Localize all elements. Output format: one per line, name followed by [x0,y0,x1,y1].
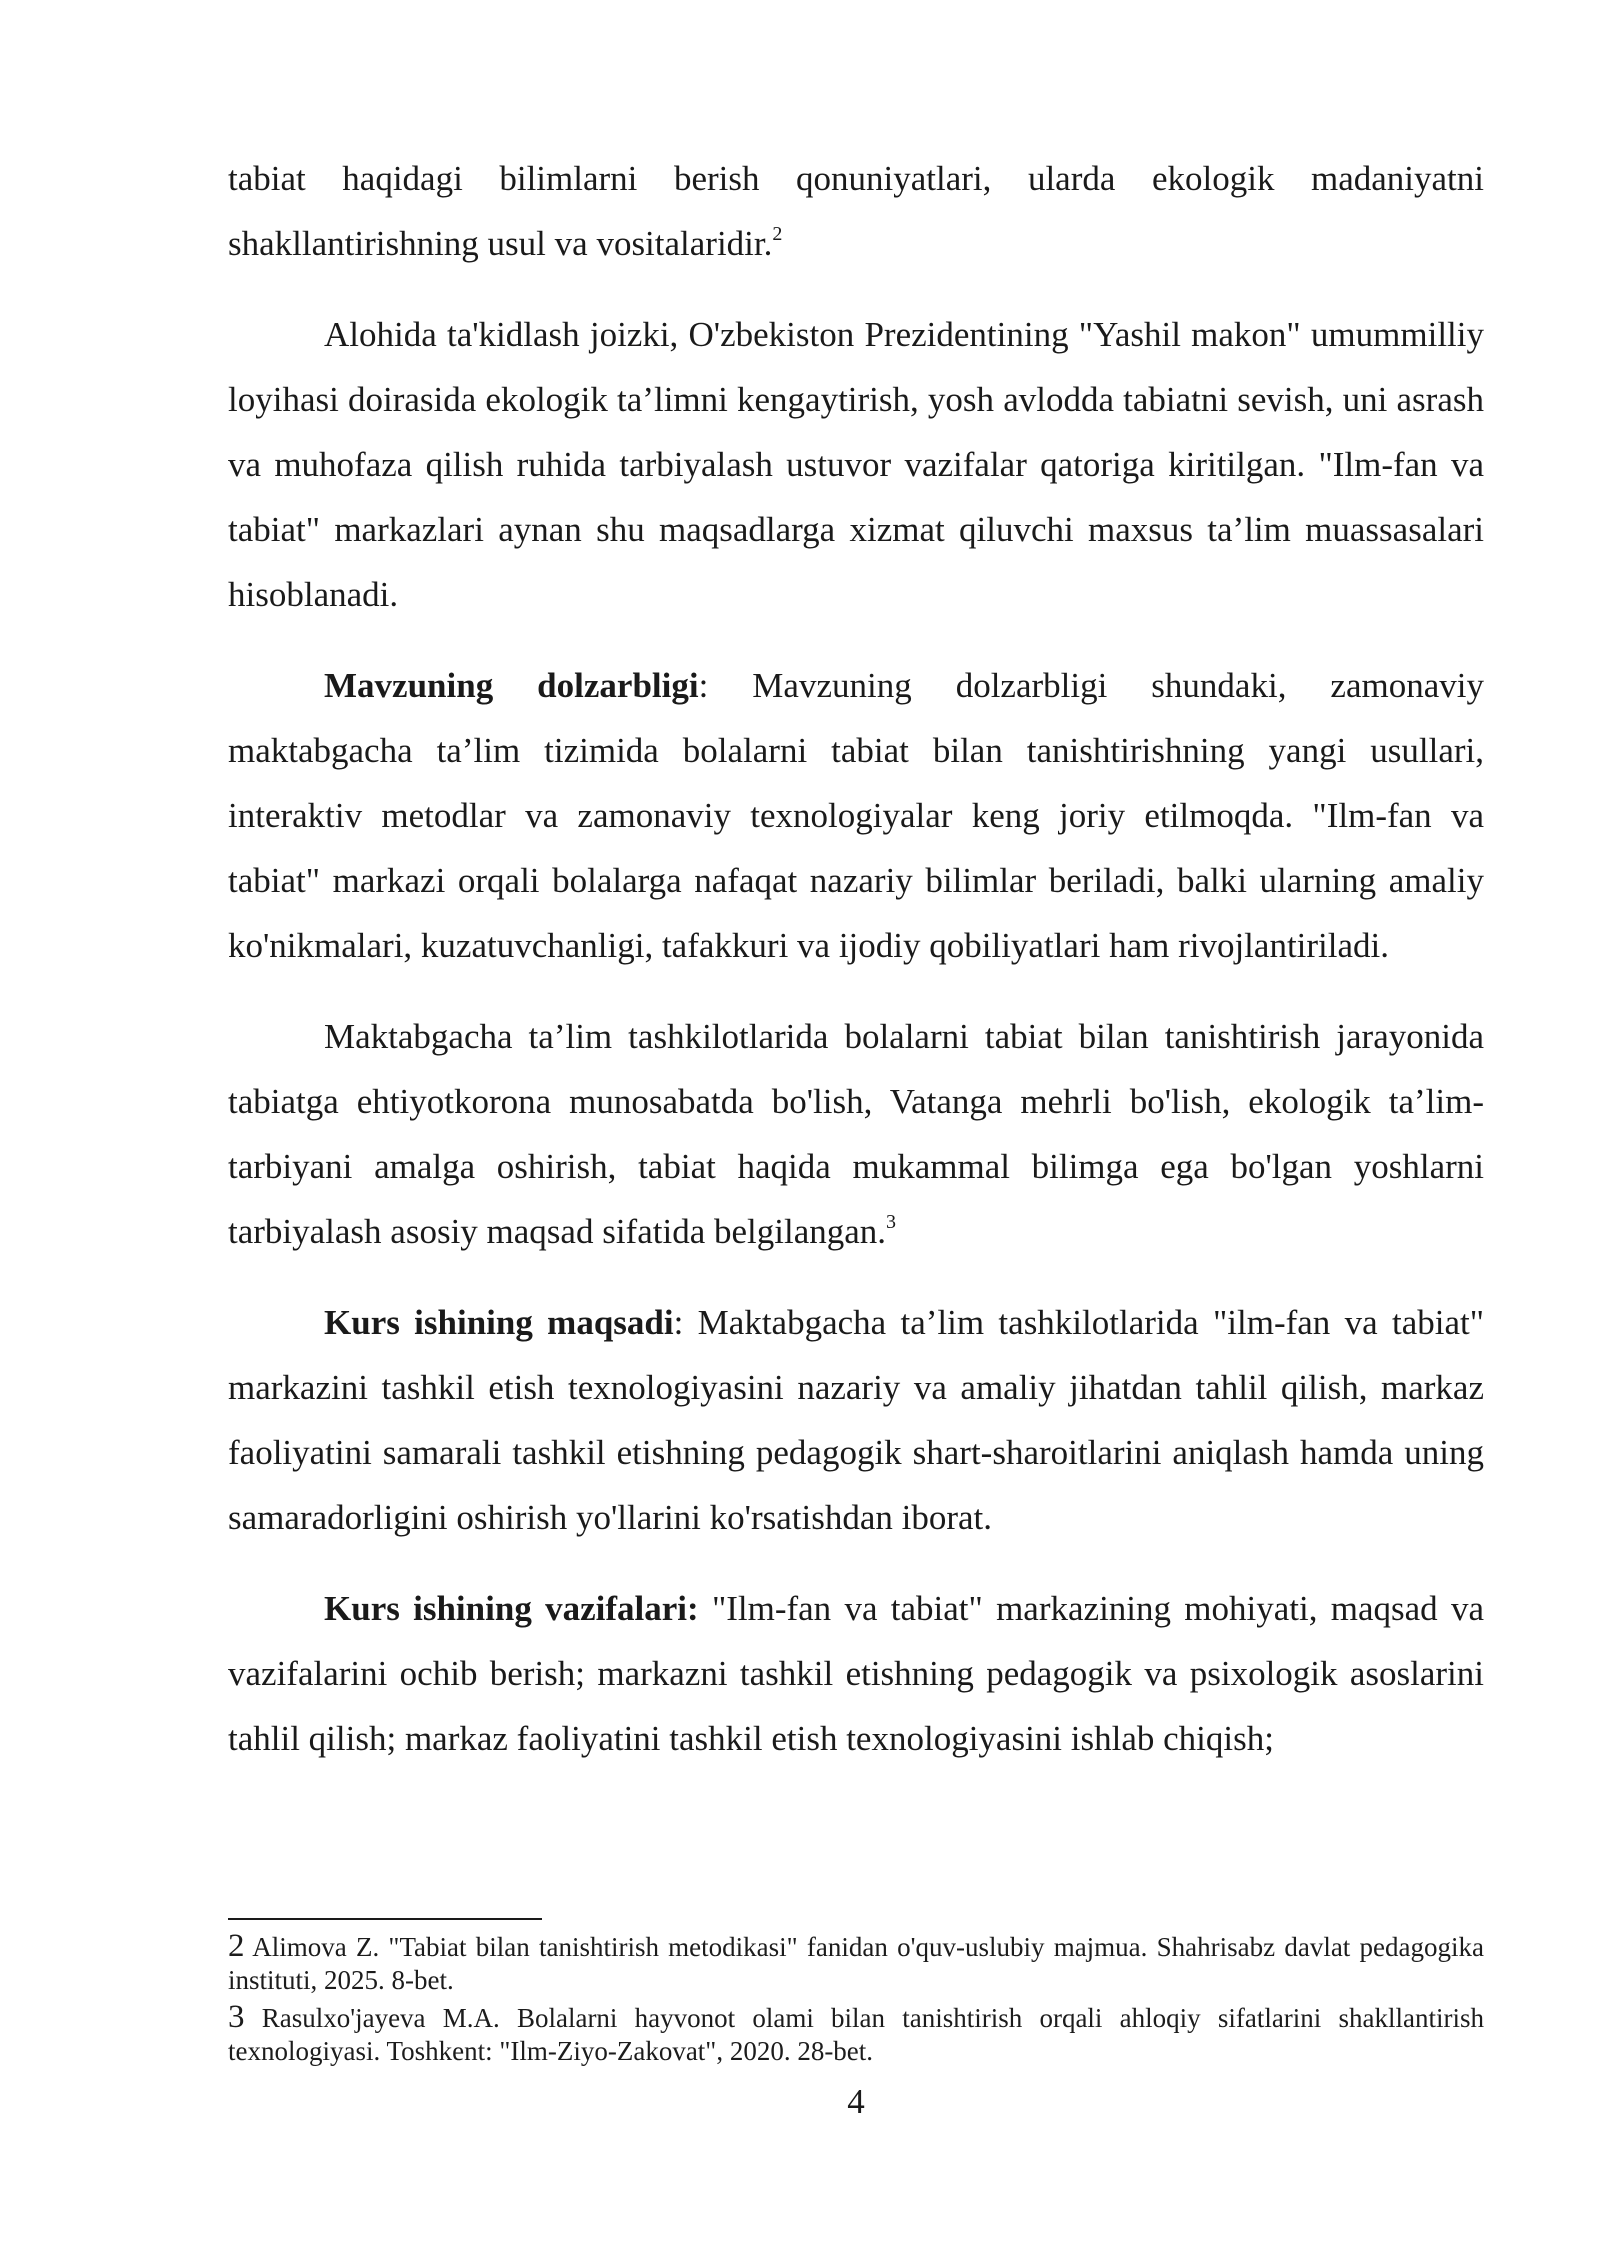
paragraph-relevance [228,653,1484,978]
footnote-number: 3 [228,1999,245,2035]
footnote-separator [228,1918,542,1920]
footnote-item [228,1930,1484,1997]
paragraph-continuation [228,146,1484,276]
paragraph-text: "Ilm-fan va tabiat" markazining mohiyati, maqsad va vazifalarini ochib berish; markazni tashkil etishning pedagogik va psixologik asoslarini tahlil qilish; markaz faoliyatini tashkil etish texnologiyasini ishlab chiqish; [228,1589,1484,1758]
footnote-item [228,2001,1484,2068]
footnote-number: 2 [228,1928,245,1964]
section-heading-relevance: Mavzuning dolzarbligi [324,666,699,705]
section-heading-course-goal: Kurs ishining maqsadi [324,1303,674,1342]
section-heading-course-tasks: Kurs ishining vazifalari: [324,1589,699,1628]
paragraph-yashil-makon [228,302,1484,627]
paragraph-text: tabiat haqidagi bilimlarni berish qonuniyatlari, ularda ekologik madaniyatni shakllantirishning usul va vositalaridir. [228,159,1484,263]
paragraph-preschool-goals [228,1004,1484,1264]
paragraph-text: : Maktabgacha ta’lim tashkilotlarida "ilm-fan va tabiat" markazini tashkil etish texnologiyasini nazariy va amaliy jihatdan tahlil qilish, markaz faoliyatini samarali tashkil etishning pedagogik shart-sharoitlarini aniqlash hamda uning samaradorligini oshirish yo'llarini ko'rsatishdan iborat. [228,1303,1485,1537]
footnote-reference: 3 [886,1211,897,1234]
paragraph-course-goal [228,1290,1484,1550]
paragraph-text: Maktabgacha ta’lim tashkilotlarida bolalarni tabiat bilan tanishtirish jarayonida tabiatga ehtiyotkorona munosabatda bo'lish, Vatanga mehrli bo'lish, ekologik ta’lim-tarbiyani amalga oshirish, tabiat haqida mukammal bilimga ega bo'lgan yoshlarni tarbiyalash asosiy maqsad sifatida belgilangan. [228,1017,1484,1251]
footnote-reference: 2 [772,223,783,246]
footnote-text: Rasulxo'jayeva M.A. Bolalarni hayvonot olami bilan tanishtirish orqali ahloqiy sifatlarini shakllantirish texnologiyasi. Toshkent: "Ilm-Ziyo-Zakovat", 2020. 28-bet. [228,2003,1484,2066]
paragraph-text: Alohida ta'kidlash joizki, O'zbekiston Prezidentining "Yashil makon" umummilliy loyihasi doirasida ekologik ta’limni kengaytirish, yosh avlodda tabiatni sevish, uni asrash va muhofaza qilish ruhida tarbiyalash ustuvor vazifalar qatoriga kiritilgan. "Ilm-fan va tabiat" markazlari aynan shu maqsadlarga xizmat qiluvchi maxsus ta’lim muassasalari hisoblanadi. [228,315,1484,614]
paragraph-course-tasks [228,1576,1484,1771]
page-number: 4 [847,2082,865,2121]
body-text [228,146,1484,1797]
footnotes [228,1930,1484,2072]
paragraph-text: : Mavzuning dolzarbligi shundaki, zamonaviy maktabgacha ta’lim tizimida bolalarni tabiat bilan tanishtirishning yangi usullari, interaktiv metodlar va zamonaviy texnologiyalar keng joriy etilmoqda. "Ilm-fan va tabiat" markazi orqali bolalarga nafaqat nazariy bilimlar beriladi, balki ularning amaliy ko'nikmalari, kuzatuvchanligi, tafakkuri va ijodiy qobiliyatlari ham rivojlantiriladi. [228,666,1484,965]
footnote-text: Alimova Z. "Tabiat bilan tanishtirish metodikasi" fanidan o'quv-uslubiy majmua. Shahrisabz davlat pedagogika instituti, 2025. 8-bet. [228,1932,1484,1995]
